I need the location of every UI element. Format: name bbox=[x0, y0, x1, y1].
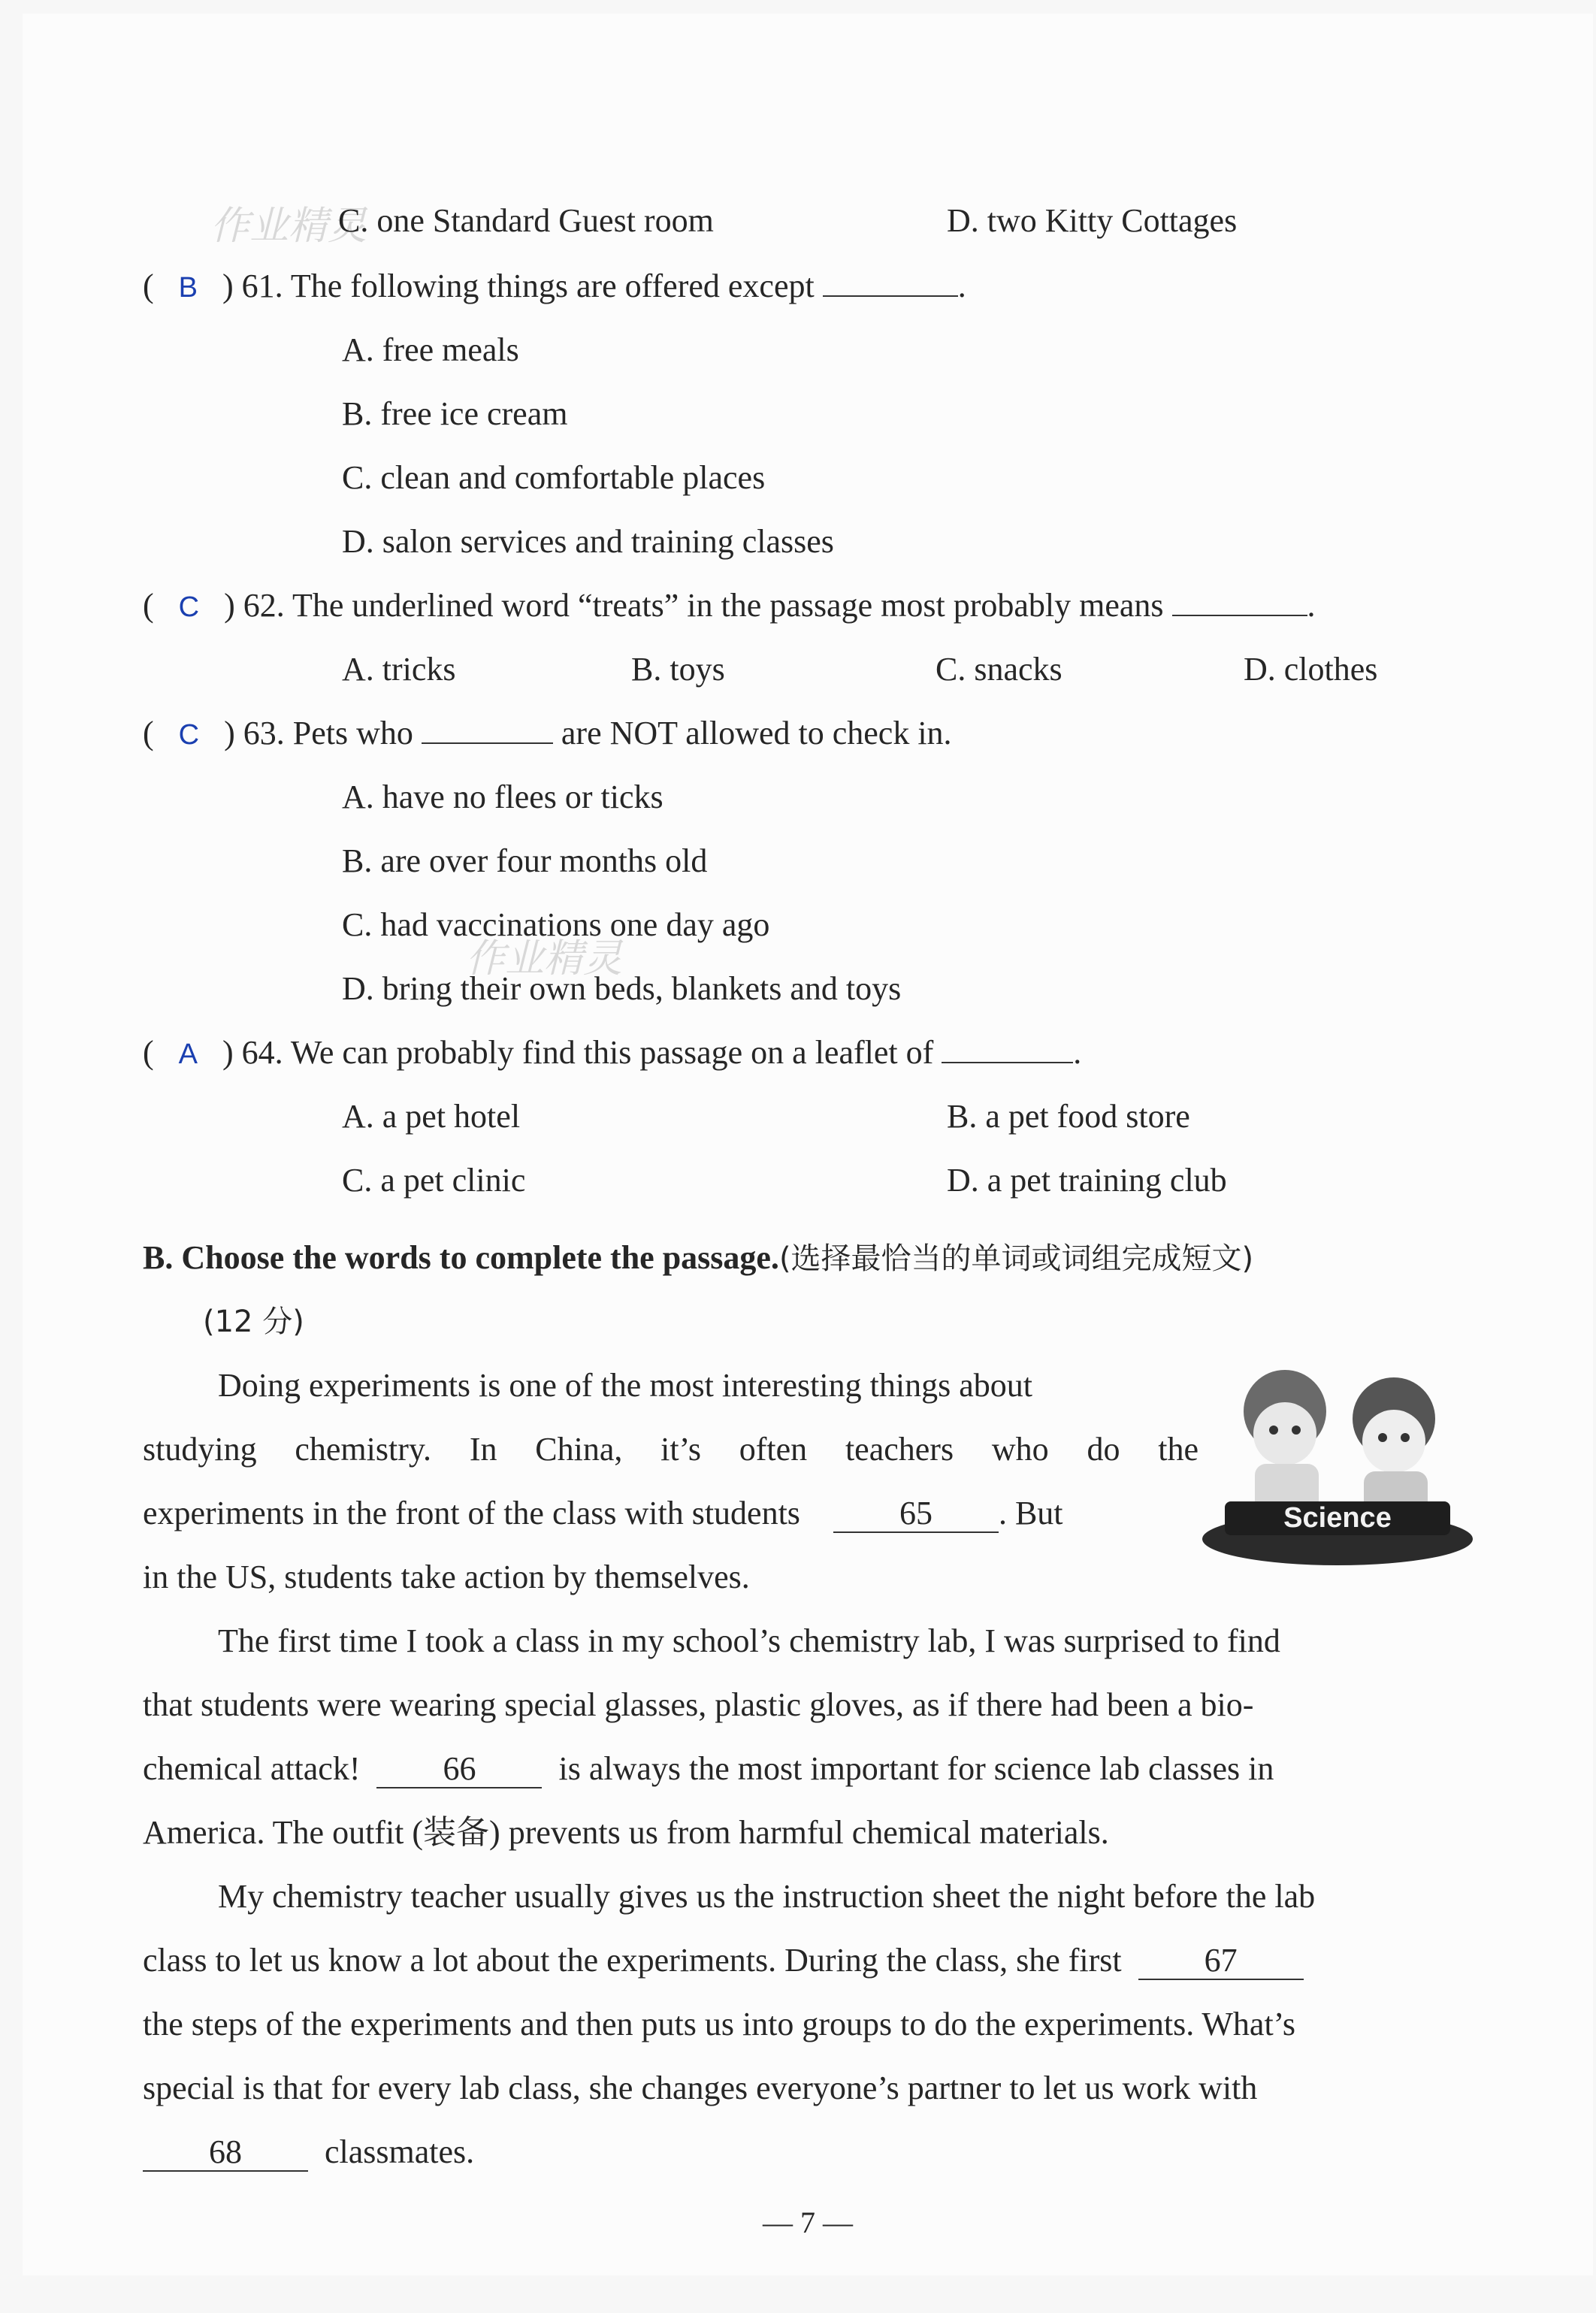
option: D. clothes bbox=[1244, 651, 1378, 688]
passage-line bbox=[143, 1748, 1274, 1790]
option: B. toys bbox=[631, 651, 725, 688]
option: C. clean and comfortable places bbox=[342, 459, 766, 496]
answer-blank bbox=[942, 1032, 1073, 1063]
option: C. had vaccinations one day ago bbox=[342, 906, 770, 943]
answer-blank bbox=[1172, 585, 1307, 616]
answer-mark: A bbox=[178, 1039, 198, 1070]
section-b-title bbox=[143, 1237, 1253, 1280]
answer-blank bbox=[823, 265, 958, 297]
passage-text: . But bbox=[998, 1495, 1063, 1531]
option: B. free ice cream bbox=[342, 395, 568, 432]
answer-blank bbox=[422, 712, 553, 744]
option: D. salon services and training classes bbox=[342, 523, 834, 560]
passage-text: chemical attack! bbox=[143, 1750, 361, 1787]
option: D. bring their own beds, blankets and toys bbox=[342, 970, 902, 1007]
option: A. free meals bbox=[342, 331, 519, 368]
answer-mark: C bbox=[178, 719, 200, 751]
question-61: ( B ) 61. The following things are offered except . bbox=[143, 265, 966, 309]
passage-line: My chemistry teacher usually gives us the instruction sheet the night before the lab bbox=[218, 1878, 1316, 1915]
watermark: 作业精灵 bbox=[466, 936, 623, 981]
blank-66: 66 bbox=[376, 1751, 542, 1788]
illustration-label: Science bbox=[1283, 1502, 1392, 1534]
section-score: (12 分) bbox=[203, 1305, 304, 1339]
passage-line: Doing experiments is one of the most interesting things about bbox=[218, 1367, 1032, 1404]
section-title-cn: (选择最恰当的单词或词组完成短文) bbox=[778, 1241, 1254, 1276]
question-stem: 62. The underlined word “treats” in the passage most probably means bbox=[243, 587, 1164, 624]
option: C. a pet clinic bbox=[342, 1162, 526, 1199]
q60-option-c: C. one Standard Guest room bbox=[338, 202, 714, 239]
blank-65: 65 bbox=[833, 1495, 999, 1533]
passage-line: studying chemistry. In China, it’s often teachers who do the bbox=[143, 1431, 1199, 1468]
question-63: ( C ) 63. Pets who are NOT allowed to check in. bbox=[143, 712, 952, 756]
science-illustration bbox=[1195, 1351, 1480, 1569]
passage-line bbox=[143, 2131, 474, 2173]
page-number: — 7 — bbox=[763, 2206, 853, 2239]
question-stem: 61. The following things are offered except bbox=[241, 268, 815, 304]
watermark: 作业精灵 bbox=[210, 204, 367, 249]
option: B. are over four months old bbox=[342, 842, 708, 879]
blank-67: 67 bbox=[1138, 1943, 1304, 1980]
passage-line bbox=[143, 1492, 1063, 1534]
section-title: B. Choose the words to complete the passage. bbox=[143, 1239, 779, 1276]
passage-text: is always the most important for science lab classes in bbox=[558, 1750, 1274, 1787]
passage-text: class to let us know a lot about the experiments. During the class, she first bbox=[143, 1942, 1122, 1979]
option: D. a pet training club bbox=[947, 1162, 1227, 1199]
passage-line bbox=[143, 1940, 1304, 1982]
question-64: ( A ) 64. We can probably find this passage on a leaflet of . bbox=[143, 1032, 1081, 1075]
question-62: ( C ) 62. The underlined word “treats” in the passage most probably means . bbox=[143, 585, 1316, 628]
passage-text: classmates. bbox=[325, 2133, 475, 2170]
passage-line: The first time I took a class in my school’s chemistry lab, I was surprised to find bbox=[218, 1622, 1280, 1659]
q60-option-d: D. two Kitty Cottages bbox=[947, 202, 1238, 239]
question-stem: 63. Pets who bbox=[243, 715, 413, 751]
option: A. have no flees or ticks bbox=[342, 779, 663, 815]
question-stem-end: are NOT allowed to check in. bbox=[561, 715, 952, 751]
answer-mark: C bbox=[178, 591, 200, 623]
passage-line: special is that for every lab class, she changes everyone’s partner to let us work with bbox=[143, 2070, 1258, 2106]
blank-68: 68 bbox=[143, 2134, 308, 2172]
answer-mark: B bbox=[178, 272, 198, 304]
passage-line: the steps of the experiments and then puts us into groups to do the experiments. What’s bbox=[143, 2006, 1296, 2042]
passage-line: that students were wearing special glasses, plastic gloves, as if there had been a bio- bbox=[143, 1686, 1254, 1723]
passage-line: America. The outfit (装备) prevents us from harmful chemical materials. bbox=[143, 1814, 1109, 1851]
question-stem: 64. We can probably find this passage on a leaflet of bbox=[241, 1034, 934, 1071]
option: C. snacks bbox=[936, 651, 1062, 688]
option: A. tricks bbox=[342, 651, 456, 688]
passage-line: in the US, students take action by themselves. bbox=[143, 1559, 750, 1595]
option: A. a pet hotel bbox=[342, 1098, 521, 1135]
passage-text: experiments in the front of the class with students bbox=[143, 1495, 800, 1531]
worksheet-page bbox=[23, 14, 1593, 2275]
option: B. a pet food store bbox=[947, 1098, 1190, 1135]
